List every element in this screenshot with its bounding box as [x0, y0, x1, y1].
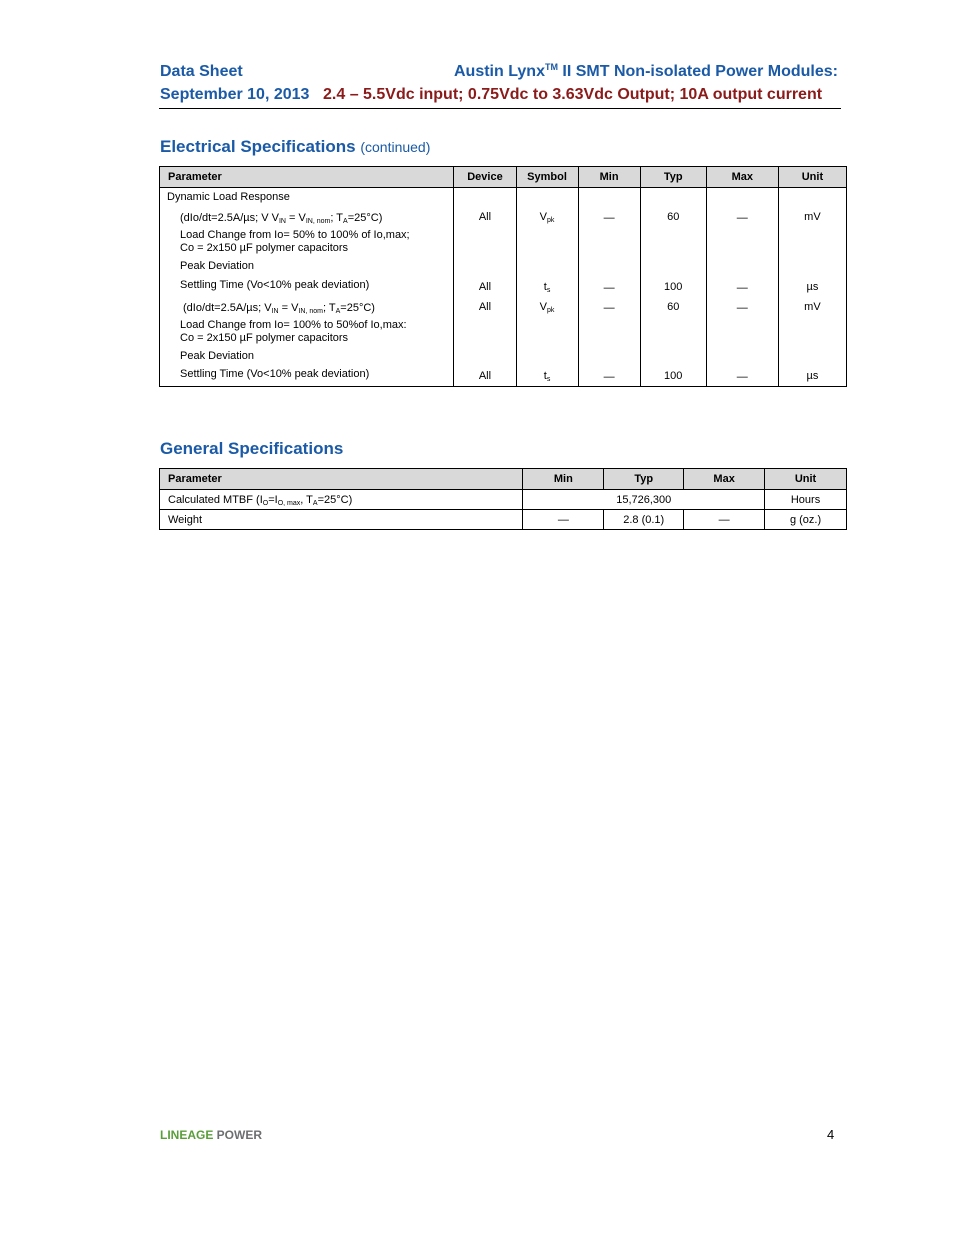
max-dash: — [736, 212, 748, 224]
product-title: Austin Lynx™ II SMT Non-isolated Power Modules: [454, 62, 838, 80]
group1-conditions: (dIo/dt=2.5A/µs; V $V_{IN} = V_{IN, nom}$; $T_A=25^\circ C$) [180, 212, 383, 225]
general-spec-table [159, 468, 847, 530]
weight-parameter: Weight [160, 510, 523, 530]
device-value: All [478, 281, 492, 293]
device-value: All [478, 301, 492, 313]
max-dash: — [736, 302, 748, 314]
weight-typ: 2.8 (0.1) [604, 510, 684, 530]
table-header-row [160, 167, 847, 188]
group1-peak-deviation: Peak Deviation [180, 260, 254, 272]
product-subtitle: 2.4 – 5.5Vdc input; 0.75Vdc to 3.63Vdc Output; 10A output current [323, 86, 823, 103]
typ-value: 60 [667, 301, 680, 313]
max-dash: — [736, 371, 748, 383]
general-section-title: General Specifications [160, 439, 344, 458]
col-typ: Typ [604, 469, 684, 490]
col-unit: Unit [778, 167, 846, 188]
mtbf-value: 15,726,300 [523, 490, 765, 510]
col-parameter: Parameter [160, 469, 523, 490]
typ-value: 100 [664, 281, 683, 293]
group2-settling-time: Settling Time (Vo<10% peak deviation) [180, 368, 370, 380]
group2-peak-deviation: Peak Deviation [180, 350, 254, 362]
typ-value: 60 [667, 211, 680, 223]
group2-conditions: (dIo/dt=2.5A/µs; $V_{IN} = V_{IN, nom}$; $T_A=25^\circ C$) [183, 302, 375, 315]
typ-value: 100 [664, 370, 683, 382]
min-cell [578, 188, 640, 387]
min-dash: — [603, 212, 615, 224]
header-rule [159, 108, 841, 109]
col-unit: Unit [765, 469, 847, 490]
group2-load-change: Load Change from Io= 100% to 50%of Io,max: [180, 319, 407, 331]
parameter-cell [160, 188, 454, 387]
max-dash: — [736, 282, 748, 294]
col-min: Min [523, 469, 604, 490]
weight-min: — [523, 510, 604, 530]
group2-capacitors: Co = 2x150 µF polymer capacitors [180, 332, 349, 344]
table-header-row [160, 469, 847, 490]
device-value: All [478, 211, 492, 223]
symbol-ts: $t_s$ [543, 281, 551, 294]
col-device: Device [454, 167, 516, 188]
group1-load-change: Load Change from Io= 50% to 100% of Io,max; [180, 229, 410, 241]
table-row [160, 490, 847, 510]
doc-date: September 10, 2013 [160, 86, 310, 103]
page-number: 4 [827, 1127, 835, 1142]
mtbf-unit: Hours [765, 490, 847, 510]
device-cell [454, 188, 516, 387]
min-dash: — [603, 282, 615, 294]
device-value: All [478, 370, 492, 382]
unit-value: mV [804, 301, 821, 313]
weight-unit: g (oz.) [765, 510, 847, 530]
mtbf-parameter: Calculated MTBF ($I_O=I_{O, max}$, $T_A=25^\circ C$) [160, 490, 523, 510]
col-symbol: Symbol [516, 167, 578, 188]
unit-value: mV [804, 211, 821, 223]
symbol-vpk: $V_{pk}$ [539, 301, 555, 314]
electrical-section-title: Electrical Specifications (continued) [160, 137, 431, 156]
electrical-spec-table [159, 166, 847, 387]
group1-capacitors: Co = 2x150 µF polymer capacitors [180, 242, 349, 254]
min-dash: — [603, 371, 615, 383]
symbol-ts: $t_s$ [543, 370, 551, 383]
unit-value: µs [806, 370, 819, 382]
unit-cell [778, 188, 846, 387]
param-title: Dynamic Load Response [167, 191, 290, 203]
symbol-vpk: $V_{pk}$ [539, 211, 555, 224]
typ-cell [640, 188, 706, 387]
min-dash: — [603, 302, 615, 314]
table-row [160, 510, 847, 530]
col-max: Max [684, 469, 765, 490]
symbol-cell [516, 188, 578, 387]
weight-max: — [684, 510, 765, 530]
unit-value: µs [806, 281, 819, 293]
doc-type: Data Sheet [160, 63, 243, 80]
max-cell [706, 188, 778, 387]
col-typ: Typ [640, 167, 706, 188]
table-row [160, 188, 847, 387]
footer-brand: LINEAGE POWER [160, 1128, 263, 1142]
col-parameter: Parameter [160, 167, 454, 188]
col-max: Max [706, 167, 778, 188]
group1-settling-time: Settling Time (Vo<10% peak deviation) [180, 279, 370, 291]
col-min: Min [578, 167, 640, 188]
